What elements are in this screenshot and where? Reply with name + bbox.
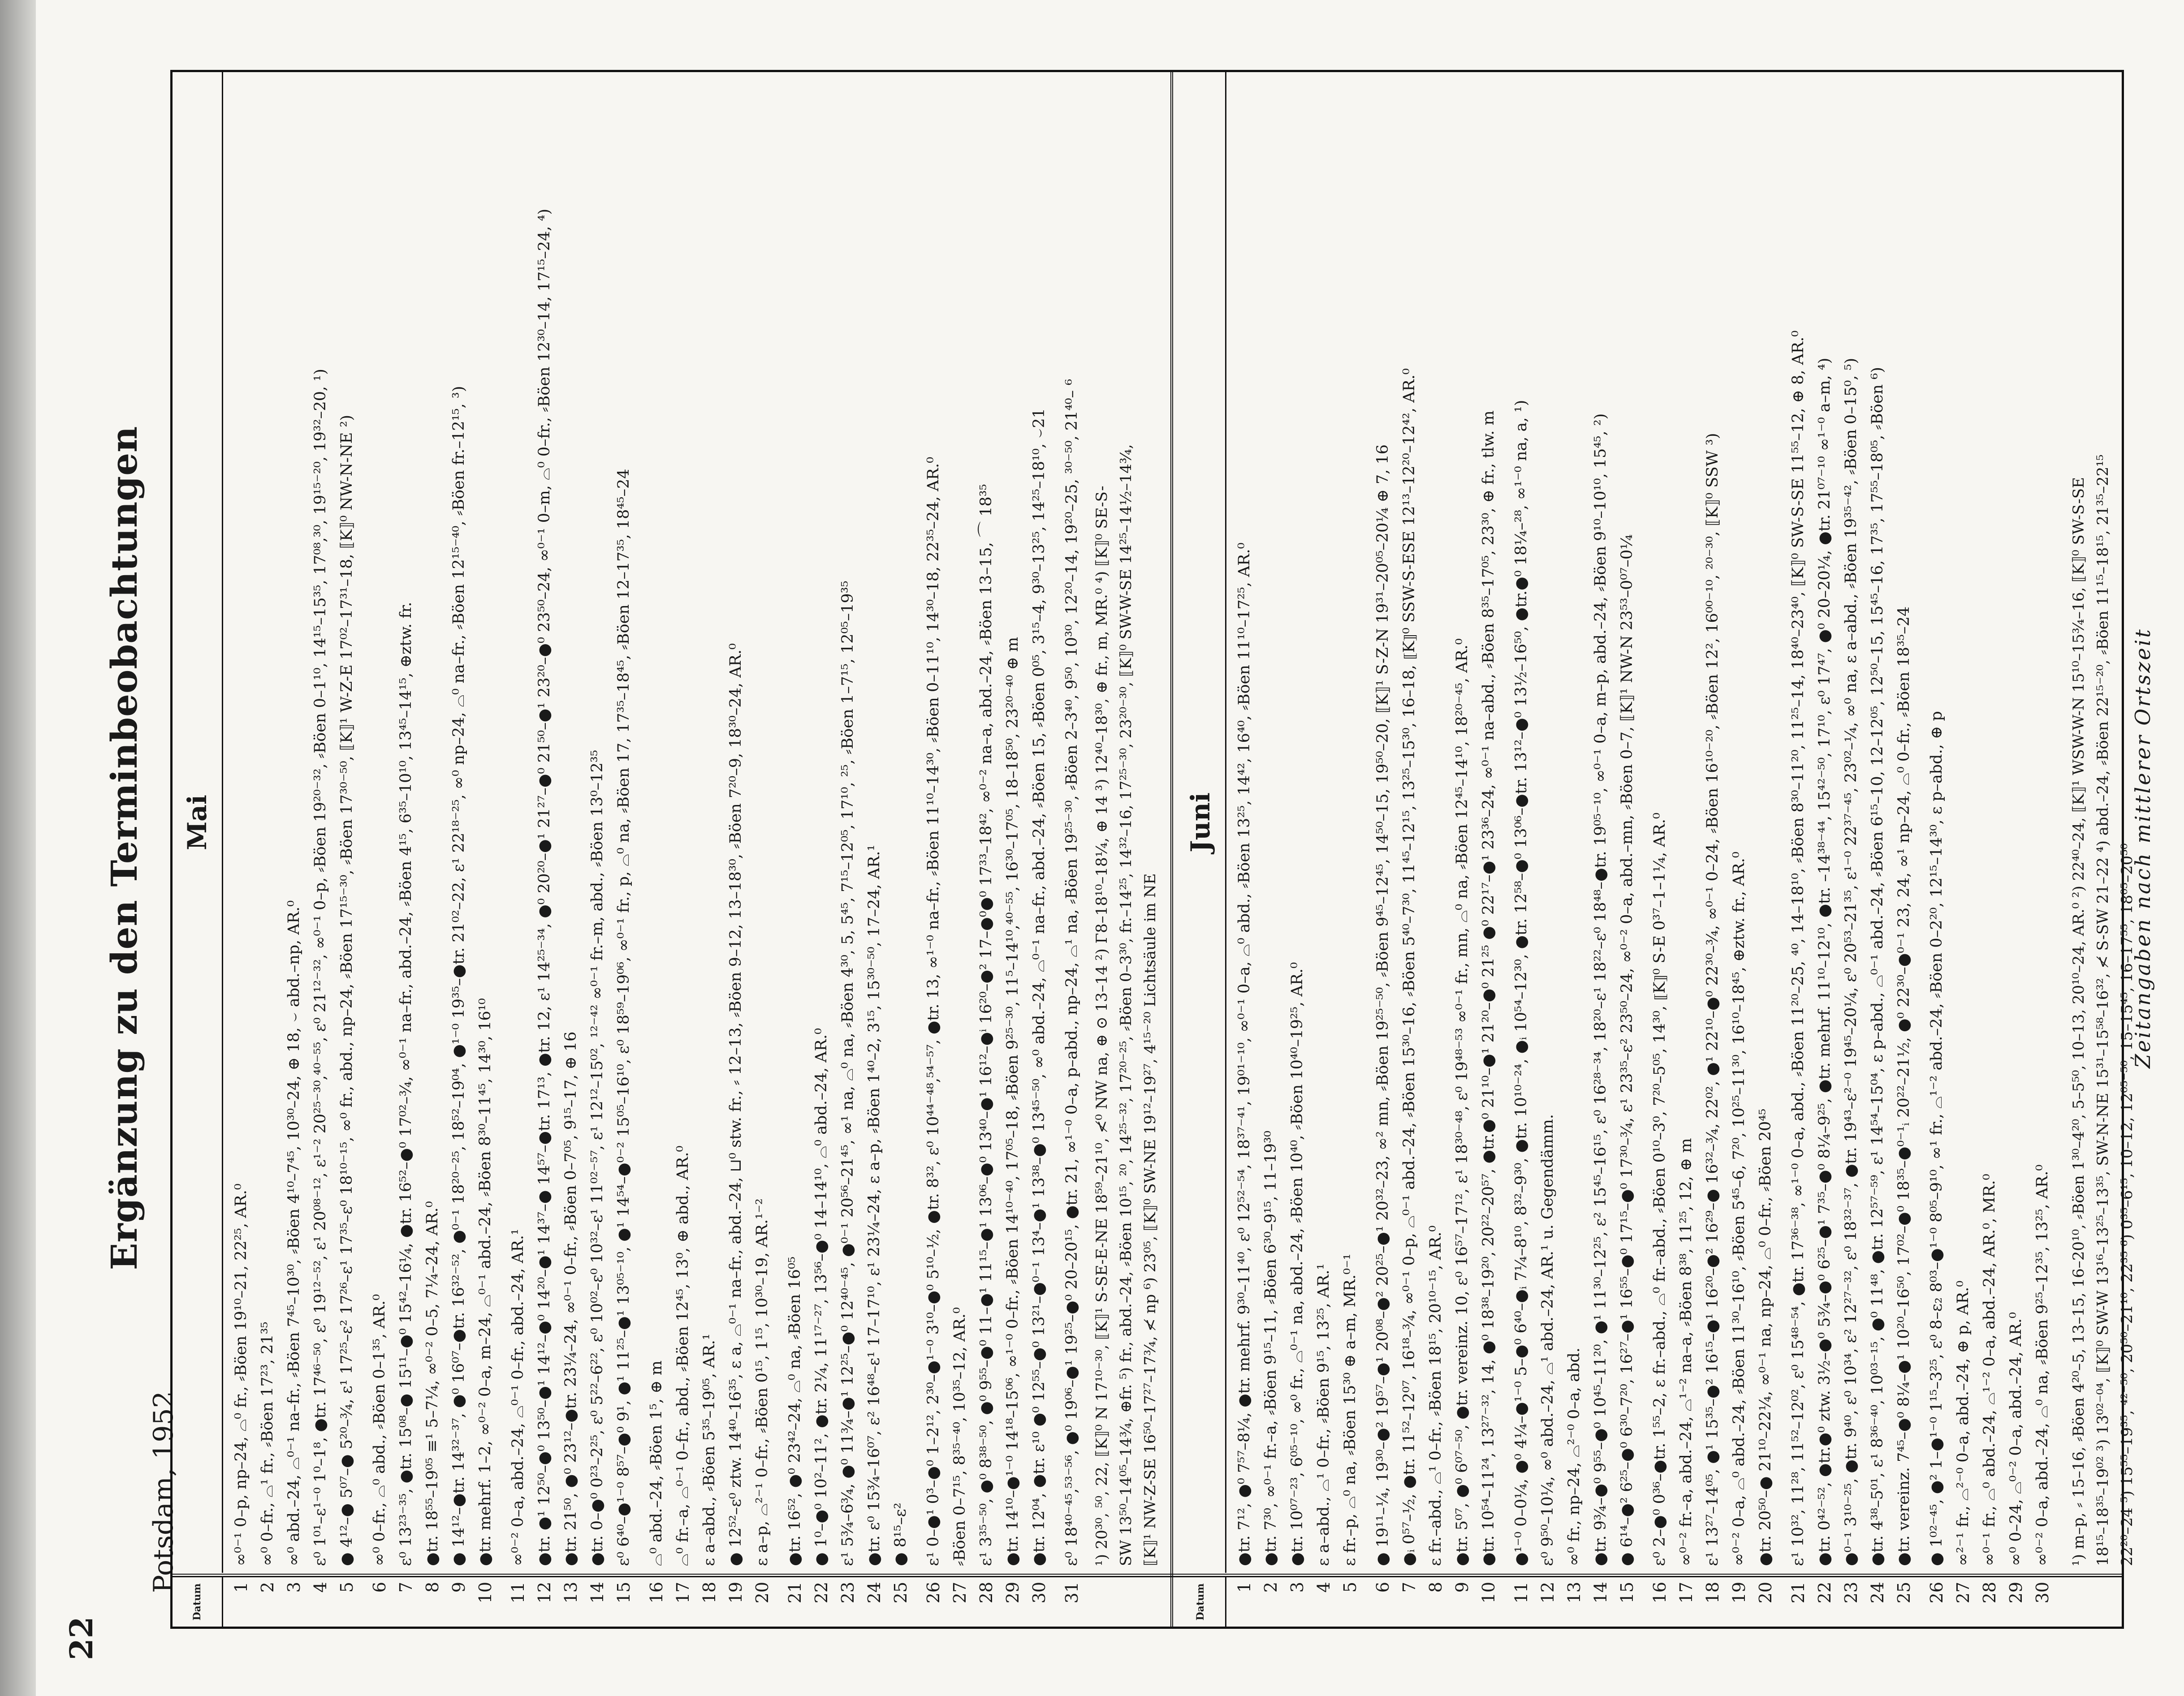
day-number: 10	[1479, 1582, 1498, 1604]
table-row	[920, 72, 947, 1627]
observation-text: ●tr. 7³⁰, ∞⁰⁻¹ fr.–a, ⸗Böen 9¹⁵–11, ⸗Böen 6³⁰–9¹⁵, 11–19³⁰	[1262, 1130, 1280, 1566]
observation-text: ɛ a–p, ⌓²⁻¹ 0–fr., ⸗Böen 0¹⁵, 1¹⁵, 10³⁰–19, AR.¹⁻²	[753, 1198, 771, 1566]
observation-text: ●tr. 18⁵⁵–19⁰⁵ ≡¹ 5–7¼, ∞⁰⁻² 0–5, 7¼–24, AR.⁰	[423, 1201, 441, 1566]
day-number: 29	[2006, 1582, 2026, 1604]
observation-text: ●tr. 7¹², ●⁰ 7⁵⁷–8¼, ●tr. mehrf. 9³⁰–11⁴⁰, ɛ⁰ 12⁵²⁻⁵⁴, 18³⁷⁻⁴¹, 19⁰¹⁻¹⁰, ∞⁰⁻¹ 0–a, ⌓⁰ abd., ⸗Böen 13²⁵, 14⁴², 16⁴⁰, ⸗Böen 11¹⁰–17²⁵, AR.⁰	[1235, 542, 1253, 1566]
table-row	[973, 72, 1000, 1627]
observation-text: ⸗Böen 0–7¹⁵, 8³⁵⁻⁴⁰, 10³⁵–12, AR.⁰	[951, 1307, 969, 1566]
day-number: 12	[535, 1582, 554, 1604]
observation-text: ɛ fr.–abd., ⌓¹ 0–fr., ⸗Böen 18¹⁵, 20¹⁰⁻¹⁵, AR.⁰	[1427, 1225, 1445, 1566]
month-heading: Juni	[1176, 72, 1226, 1573]
table-row	[1370, 72, 1396, 1627]
observation-text: ●tr. 0⁴²⁻⁵², ●tr.●⁰ ztw. 3½–●⁰ 5¾–●⁰ 6²⁵–●¹ 7³⁵–●⁰ 8¼–9²⁵, ●tr. mehrf. 11¹⁰–12¹⁰, ●tr. –14³⁸⁻⁴⁴, 15⁴²⁻⁵⁰, 17¹⁰, ɛ⁰ 17⁴⁷, ●⁰ 20–20¼, ●tr. 21⁰⁷⁻¹⁰ ∞¹⁻⁰ a–m, ⁴)	[1816, 357, 1834, 1566]
observation-text: ●tr. 4³⁸–5⁰¹, ɛ¹ 8³⁶⁻⁴⁰, 10⁰³⁻¹⁵, ●⁰ 11⁴⁸, ●tr. 12⁵⁷⁻⁵⁹, ɛ¹ 14⁵⁴–15⁰⁴, ɛ p–abd., ⌓⁰⁻¹ abd.–24, ⸗Böen 6¹⁵–10, 12–12⁰⁵, 12⁵⁰–15, 15⁴⁵–16, 17³⁵, 17⁵⁵–18⁰⁵, ⸗Böen ⁶)	[1869, 367, 1886, 1566]
day-number: 22	[1815, 1582, 1834, 1604]
day-number: 26	[1927, 1582, 1947, 1604]
observation-text: ● 14¹²–●tr. 14³²⁻³⁷, ●⁰ 16⁰⁷–●tr. 16³²⁻⁵², ●⁰⁻¹ 18²⁰⁻²⁵, 18⁵²–19⁰⁴, ●¹⁻⁰ 19³⁵–●tr. 21⁰²–22, ɛ¹ 22¹⁸⁻²⁵, ∞⁰ np–24, ⌓⁰ na–fr., ⸗Böen 12¹⁵⁻⁴⁰, ⸗Böen fr.–12¹⁵, ³)	[450, 386, 468, 1566]
observation-text: ∞⁰ 0–fr., ⌓⁰ abd., ⸗Böen 0–1³⁵, AR.⁰	[371, 1294, 388, 1566]
observation-text: ∞⁰⁻² fr.–a, abd.–24, ⌓¹⁻² na–a, ⸗Böen 8³⁸, 11²⁵, 12, ⊕ m	[1677, 1138, 1695, 1566]
table-row	[1508, 72, 1535, 1627]
observation-text: ɛ a–abd., ⌓¹ 0–fr., ⸗Böen 9¹⁵, 13²⁵, AR.¹	[1315, 1263, 1333, 1566]
day-number: 31	[1062, 1582, 1082, 1604]
table-row	[307, 72, 334, 1627]
day-number: 23	[838, 1582, 858, 1604]
observation-text: ●tr. mehrf. 1–2, ∞⁰⁻² 0–a, m–24, ⌓⁰⁻¹ abd.–24, ⸗Böen 8³⁰–11⁴⁵, 14³⁰, 16¹⁰	[476, 998, 494, 1566]
day-number: 15	[1617, 1582, 1637, 1604]
table-row	[1647, 72, 1673, 1627]
table-row	[1838, 72, 1865, 1627]
observation-text: ∞⁰⁻² 0–a, ⌓⁰ abd.–24, ⸗Böen 11³⁰–16¹⁰, ⸗Böen 5⁴⁵–6, 7²⁰, 10²⁵–11³⁰, 16¹⁰–18⁴⁵, ⊕ztw. fr., AR.⁰	[1730, 852, 1748, 1566]
day-number: 5	[1340, 1582, 1360, 1593]
table-row	[584, 72, 611, 1627]
scan-edge	[0, 0, 36, 1696]
observation-text: ɛ¹ 3³⁵⁻⁵⁰, ●⁰ 8³⁸⁻⁵⁰, ●⁰ 9⁵⁵–●⁰ 11–●¹ 11¹⁵–●¹ 13⁰⁶–●⁰ 13⁴⁰–●¹ 16¹²–●ⁱ 16²⁰–●² 17–●⁰●⁰ 17³³–18⁴², ∞⁰⁻² na–a, abd.–24, ⸗Böen 13–15, ⌒ 18³⁵	[977, 484, 995, 1566]
table-row	[670, 72, 696, 1627]
observation-text: ● 1⁰²⁻⁴⁵, ●² 1–●¹⁻⁰ 1¹⁵–3²⁵, ɛ⁰ 8–ɛ₂ 8⁰³–●¹⁻⁰ 8⁰⁵–9¹⁰, ∞¹ fr., ⌓¹⁻² abd.–24, ⸗Böen 0–2²⁰, 12¹⁵–14³⁰, ɛ p–abd., ⊕ p	[1928, 711, 1946, 1566]
table-row	[1423, 72, 1449, 1627]
day-number: 16	[1650, 1582, 1670, 1604]
day-number: 22	[811, 1582, 831, 1604]
day-number: 29	[1003, 1582, 1023, 1604]
table-row	[1588, 72, 1614, 1627]
table-row	[1865, 72, 1891, 1627]
observation-text: ɛ¹ 5¾–6¾, ●⁰ 11¾–●¹ 12²⁵–●⁰ 12⁴⁰⁻⁴⁵, ●⁰⁻¹ 20⁵⁶–21⁴⁵, ∞¹ na, ⌓⁰ na, ⸗Böen 4³⁰, 5, 5⁴⁵, 7¹⁵–12⁰⁵, 17¹⁰, ²⁵, ⸗Böen 1–7¹⁵, 12⁰⁵–19³⁵	[839, 581, 857, 1566]
table-row	[808, 72, 835, 1627]
observation-text: ● 12⁵²–ɛ⁰ ztw. 14⁴⁰–16³⁵, ɛ a, ⌓⁰⁻¹ na–fr., abd.–24, ⊔⁰ stw. fr., ⸗ 12–13, ⸗Böen 9–12, 13–18³⁰, ⸗Böen 7²⁰–9, 18³⁰–24, AR.⁰	[727, 643, 745, 1566]
observation-text: ●tr. 16⁵², ●⁰ 23⁴²–24, ⌓⁰ na, ⸗Böen 16⁰⁵	[786, 1256, 804, 1566]
day-number: 6	[370, 1582, 389, 1593]
table-row	[1977, 72, 2003, 1627]
time-note: Zeitangaben nach mittlerer Ortszeit	[2131, 628, 2155, 1068]
observation-text: ɛ a–abd., ⸗Böen 5³⁵–19⁰⁵, AR.¹	[700, 1334, 718, 1566]
table-row	[531, 72, 558, 1627]
table-row	[334, 72, 360, 1627]
table-row	[1231, 72, 1258, 1627]
table-row	[1449, 72, 1476, 1627]
day-number: 20	[752, 1582, 772, 1604]
observation-text: ●tr. 10⁵⁴–11²⁴, 13²⁷⁻³², 14, ●⁰ 18³⁸–19²⁰, 20²²–20⁵⁷, ●tr.●⁰ 21¹⁰–●¹ 21²⁰–●⁰ 21²⁵ ●⁰ 22¹⁷–●¹ 23³⁶–24, ∞⁰⁻¹ na–abd., ⸗Böen 8³⁵–17⁰⁵, 23³⁰, ⊕ fr., tlw. m	[1480, 410, 1498, 1566]
observation-text: ⌓⁰ fr.–a, ⌓⁰⁻¹ 0–fr., abd., ⸗Böen 12⁴⁵, 13⁰, ⊕ abd., AR.⁰	[674, 1145, 692, 1566]
table-row	[1614, 72, 1640, 1627]
observation-text: ● 19¹¹–¼, 19³⁰–●² 19⁵⁷–●¹ 20⁰⁸–●² 20²⁵–●¹ 20³²–23, ∞² mn, ⸗Böen 19²⁵⁻⁵⁰, ⸗Böen 9⁴⁵–12⁴⁵, 14⁵⁰–15, 19⁵⁰–20, ⟦K⟧¹ S-Z-N 19³¹–20⁰⁵–20¼ ⊕ 7, 16	[1374, 444, 1392, 1566]
table-row	[505, 72, 531, 1627]
day-number: 7	[396, 1582, 416, 1593]
observation-text: ɛ¹ 0–●¹ 0³–●⁰ 1–2¹², 2³⁰–●¹⁻⁰ 3¹⁰–●⁰ 5¹⁰–½, ●tr. 8³², ɛ⁰ 10⁴⁴⁻⁴⁸,⁵⁴⁻⁵⁷, ●tr. 13, ∞¹⁻⁰ na–fr., ⸗Böen 11¹⁰–14³⁰, ⸗Böen 0–11¹⁰, 14³⁰–18, 22³⁵–24, AR.⁰	[924, 456, 942, 1566]
table-row	[1000, 72, 1026, 1627]
day-number: 13	[561, 1582, 581, 1604]
observation-text: ●tr. vereinz. 7⁴⁵–●⁰ 8¼–●¹ 10²⁰–16⁵⁰, 17⁰²–●⁰ 18³⁵–●⁰⁻¹ᵢ 20²²–21½, ●⁰ 22³⁰–●⁰⁻¹ 23, 24, ∞¹ np–24, ⌓⁰ 0–fr., ⸗Böen 18³⁵–24	[1895, 606, 1913, 1566]
day-number: 28	[976, 1582, 996, 1604]
table-row	[255, 72, 281, 1627]
location-year: Potsdam, 1952	[148, 1391, 179, 1593]
observation-text: ɛ⁰ 18⁴⁰⁻⁴⁵,⁵³⁻⁵⁶, ●⁰ 19⁰⁶–●¹ 19²⁵–●⁰ 20–20¹⁵, ●tr. 21, ∞¹⁻⁰ 0–a, p–abd., np–24, ⌓¹ na, ⸗Böen 19²⁵⁻³⁰, ⸗Böen 2–3⁴⁰, 9⁵⁰, 10³⁰, 12²⁰–14, 19²⁰–25, ³⁰⁻⁵⁰, 21⁴⁰– ⁶	[1063, 379, 1081, 1566]
page-title: Ergänzung zu den Terminbeobachtungen	[103, 426, 145, 1270]
observation-text: ●tr. ɛ⁰ 15¾–16⁰⁷, ɛ² 16⁴⁸–ɛ¹ 17–17¹⁰, ɛ¹ 23¼–24, ɛ a–p, ⸗Böen 1⁴⁰–2, 3¹⁵, 15³⁰⁻⁵⁰, 17–24, AR.¹	[865, 844, 883, 1566]
table-row	[723, 72, 749, 1627]
observation-text: ●tr. 20⁵⁰–● 21¹⁰–22¼, ∞⁰⁻¹ na, np–24, ⌓⁰ 0–fr., ⸗Böen 20⁴⁵	[1757, 1108, 1774, 1566]
month-heading: Mai	[173, 72, 223, 1573]
observation-table	[170, 70, 2136, 1629]
datum-header: Datum	[173, 1577, 223, 1627]
footnote-line: ⟦K⟧¹ NW-Z-SE 16⁵⁰–17²⁷–17¾, ≮ np ⁶) 23⁰⁵, ⟦K⟧⁰ SW-NE 19¹²–19²⁷, 4¹⁵⁻²⁰ Lichtsäule im NE	[1141, 873, 1159, 1566]
day-number: 19	[726, 1582, 746, 1604]
day-number: 23	[1841, 1582, 1861, 1604]
day-number: 30	[1029, 1582, 1049, 1604]
observation-text: ●¹⁻⁰ 0–0¼, ●⁰ 4¼–●¹⁻⁰ 5–●⁰ 6⁴⁰–●ᵢ 7¼–8¹⁰, 8³²–9³⁰, ●tr. 10¹⁰⁻²⁴, ●ᵢ 10⁵⁴–12³⁰, ●tr. 12⁵⁸–●⁰ 13⁰⁶–●tr. 13¹²–●⁰ 13½–16⁵⁰, ●tr.●⁰ 18¼–²⁸, ∞¹⁻⁰ na, a, ¹)	[1512, 400, 1530, 1566]
observation-text: ɛ⁰ 1⁰¹–ɛ¹⁻⁰ 1⁰–1⁸, ●tr. 17⁴⁶⁻⁵⁰, ɛ⁰ 19¹²⁻⁵², ɛ¹ 20⁰⁸⁻¹², ɛ¹⁻² 20²⁵⁻³⁰,⁴⁰⁻⁵⁵, ɛ⁰ 21¹²⁻³², ∞⁰⁻¹ 0–p, ⸗Böen 19²⁰⁻³², ⸗Böen 0–1¹⁰, 14¹⁵–15³⁵, 17⁰⁸,³⁰, 19¹⁵⁻²⁰, 19³²–20, ¹)	[311, 369, 329, 1566]
observation-text: ⌓⁰ abd.–24, ⸗Böen 1⁵, ⊕ m	[647, 1360, 665, 1566]
day-number: 15	[614, 1582, 634, 1604]
day-number: 19	[1729, 1582, 1749, 1604]
observation-text: ●ᵢ 0⁵⁷–½, ●tr. 11⁵²–12⁰⁷, 16¹⁸–¾, ∞⁰⁻¹ 0–p, ⌓⁰⁻¹ abd.–24, ⸗Böen 15³⁰–16, ⸗Böen 5⁴⁰–7³⁰, 11⁴⁵–12¹⁵, 13²⁵–15³⁰, 16–18, ⟦K⟧⁰ SSW-S-ESE 12¹³–12²⁰–12⁴², AR.⁰	[1400, 368, 1418, 1566]
table-row	[696, 72, 723, 1627]
table-row	[1812, 72, 1838, 1627]
observation-text: ●tr. 14¹⁰–●¹⁻⁰ 14¹⁸–15⁰⁶, ∞¹⁻⁰ 0–fr., ⸗Böen 14¹⁰⁻⁴⁰, 17⁰⁵–18, ⸗Böen 9²⁵⁻³⁰, 11⁵–14¹⁰,⁴⁰⁻⁵⁵, 16³⁰–17⁰⁵, 18–18⁵⁰, 23²⁰⁻⁴⁰ ⊕ m	[1004, 637, 1022, 1566]
observation-text: ɛ⁰ 9⁵⁰–10¼, ∞⁰ abd.–24, ⌓¹ abd.–24, AR.¹ u. Gegendämm.	[1539, 1114, 1557, 1566]
day-number: 6	[1373, 1582, 1393, 1593]
table-row	[1924, 72, 1950, 1627]
table-row	[281, 72, 307, 1627]
observation-text: ●tr. 0–●⁰ 0²³–2²⁵, ɛ⁰ 5²²–6²², ɛ⁰ 10⁰²–ɛ⁰ 10³²–ɛ¹ 11⁰²⁻⁵⁷, ɛ¹ 12¹²–15⁰², ¹²⁻⁴² ∞⁰⁻¹ fr.–m, abd., ⸗Böen 13⁰–12³⁵	[588, 750, 606, 1566]
footnote-line: 22²⁰–24 ⁵) 15⁵⁵–19³⁵, ⁴²⁻⁵⁰, 20⁵⁰–21¹⁰, 22³⁵ ⁶) 0³⁵–6¹⁵, 10–12, 12⁰⁵⁻⁵⁰, 15–15⁴⁵, 16–17⁵⁵, 18⁰⁵–20⁵⁰	[2118, 843, 2136, 1566]
observation-text: ●⁰⁻¹ 3¹⁰⁻²⁵, ●tr. 9⁴⁰, ɛ⁰ 10³⁴, ɛ² 12²⁷⁻³², ɛ⁰ 18³²⁻³⁷, ●tr. 19⁴³–ɛ²⁻⁰ 19⁴⁵–20¼, ɛ⁰ 20⁵³–21³⁵, ɛ¹⁻⁰ 22³⁷⁻⁴⁵, 23⁰²–¼, ∞⁰ na, ɛ a–abd., ⸗Böen 19³⁵⁻⁴², ⸗Böen 0–15⁰, ⁵)	[1842, 357, 1860, 1566]
observation-text: ● 1⁰–●⁰ 10²–11², ●tr. 2¼, 11¹⁷⁻²⁷, 13⁵⁶–●⁰ 14–14¹⁰, ⌓⁰ abd.–24, AR.⁰	[812, 1028, 830, 1566]
day-number: 11	[1511, 1582, 1531, 1604]
day-number: 12	[1538, 1582, 1558, 1604]
observation-text: ɛ¹ 13²⁷–14⁰⁵, ●¹ 15³⁵–●² 16¹⁵–●¹ 16²⁰–●² 16²⁹–● 16³²–¾, 22⁰², ●¹ 22¹⁰–●⁰ 22³⁰–¾, ∞⁰⁻¹ 0–24, ⸗Böen 16¹⁰⁻²⁰, ⸗Böen 12², 16⁰⁰⁻¹⁰, ²⁰⁻³⁰, ⟦K⟧⁰ SSW ³)	[1704, 433, 1722, 1566]
observation-text: ●tr. 9¾–●⁰ 9⁵⁵–●⁰ 10⁴⁵–11²⁰, ●¹ 11³⁰–12²⁵, ɛ² 15⁴⁵–16¹⁵, ɛ⁰ 16²⁸⁻³⁴, 18²⁰–ɛ¹ 18²²–ɛ⁰ 18⁴⁸–●tr. 19⁰⁵⁻¹⁰, ∞⁰⁻¹ 0–a, m–p, abd.–24, ⸗Böen 9¹⁰–10¹⁰, 15⁴⁵, ²)	[1592, 413, 1610, 1566]
table-row	[1785, 72, 1812, 1627]
observation-text: ∞⁰⁻² 0–a, abd.–24, ⌓⁰ na, ⸗Böen 9²⁵–12³⁵, 13²⁵, AR.⁰	[2033, 1164, 2051, 1566]
observation-text: ● 8¹⁵–ɛ²	[892, 1502, 910, 1566]
day-number: 24	[1868, 1582, 1887, 1604]
observation-text: ●tr. ●¹ 12⁵⁰–●⁰ 13⁵⁰–●¹ 14¹²–●⁰ 14²⁰–●¹ 14³⁷–● 14⁵⁷–●tr. 17¹³, ●tr. 12, ɛ¹ 14²⁵⁻³⁴, ●⁰ 20²⁰–●¹ 21²⁷–●⁰ 21⁵⁰–●¹ 23²⁰–●⁰ 23⁵⁰–24, ∞⁰⁻¹ 0–m, ⌓⁰ 0–fr., ⸗Böen 12³⁰–14, 17¹⁵–24, ⁴)	[535, 208, 553, 1566]
day-number: 30	[2033, 1582, 2052, 1604]
table-row	[1337, 72, 1364, 1627]
observation-text: ɛ⁰ 13²³⁻³⁵, ●tr. 15⁰⁸–● 15¹¹–●⁰ 15⁴²–16¼, ●tr. 16⁵²–●⁰ 17⁰²–¾, ∞⁰⁻¹ na–fr., abd.–24, ⸗Böen 4¹⁵, 6³⁵–10¹⁰, 13⁴⁵–14¹⁵, ⊕ztw. fr.	[397, 602, 415, 1566]
day-number: 28	[1980, 1582, 1999, 1604]
observation-text: ●tr. 10⁰⁷⁻²³, 6⁰⁵⁻¹⁰, ∞⁰ fr., ⌓⁰⁻¹ na, abd.–24, ⸗Böen 10⁴⁰, ⸗Böen 10⁴⁰–19²⁵, AR.⁰	[1288, 962, 1306, 1566]
observation-text: ● 6¹⁴–●² 6²⁵–●⁰ 6³⁰–7²⁰, 16²⁷–●¹ 16⁵⁵–●⁰ 17¹⁵–●⁰ 17³⁰–¾, ɛ¹ 23³⁵–ɛ² 23⁵⁰–24, ∞⁰⁻² 0–a, abd.–mn, ⸗Böen 0–7, ⟦K⟧¹ NW-N 23⁵³–0⁰⁷–0¼	[1618, 534, 1636, 1566]
table-row	[1752, 72, 1779, 1627]
footnote-line: ¹) 20³⁰, ⁵⁰, 22, ⟦K⟧⁰ N 17¹⁰⁻³⁰, ⟦K⟧¹ S-SE-E-NE 18⁵⁹–21¹⁰, ≮⁰ NW na, ⊕ ⊙ 13–14 ²) Γ8–18¹⁰–18¼, ⊕ 14 ³) 12⁴⁰–18³⁰, ⊕ fr., m, MR.⁰ ⁴) ⟦K⟧⁰ SE-S-	[1093, 486, 1111, 1566]
observation-text: ●tr. 12⁰⁴, ●tr. ɛ¹⁰ ●⁰ 12⁵⁵–●⁰ 13²¹–●⁰⁻¹ 13⁴–●¹ 13³⁸–●⁰ 13⁴⁵⁻⁵⁰, ∞⁰ abd.–24, ⌓⁰⁻¹ na–fr., abd.–24, ⸗Böen 15, ⸗Böen 0⁰⁵, 3¹⁵–4, 9³⁰–13²⁵, 14²⁵–18¹⁰, ⌣21	[1030, 408, 1048, 1566]
table-row	[643, 72, 670, 1627]
day-number: 11	[508, 1582, 528, 1604]
page-number: 22	[63, 1616, 100, 1660]
day-number: 14	[587, 1582, 607, 1604]
day-number: 2	[258, 1582, 277, 1593]
day-number: 5	[337, 1582, 357, 1593]
observation-text: ∞⁰ 0–24, ⌓⁰⁻² 0–a, abd.–24, AR.⁰	[2007, 1312, 2025, 1566]
observation-text: ɛ¹ 10³², 11²⁸, 11⁵²–12⁰², ɛ⁰ 15⁴⁸⁻⁵⁴, ●tr. 17³⁶⁻³⁸, ∞¹⁻⁰ 0–a, abd., ⸗Böen 11²⁰–25, ⁴⁰, 14–18¹⁰, ⸗Böen 8³⁰–11²⁰, 11²⁵–14, 18⁴⁰–23⁴⁰, ⟦K⟧⁰ SW-S-SE 11⁵⁵–12, ⊕ 8, AR.⁰	[1789, 330, 1807, 1566]
day-number: 9	[1452, 1582, 1472, 1593]
observation-text: ɛ fr.–p, ⌓⁰ na, ⸗Böen 15³⁰ ⊕ a–m, MR.⁰⁻¹	[1341, 1253, 1359, 1566]
day-number: 1	[1234, 1582, 1254, 1593]
table-row	[1026, 72, 1053, 1627]
observation-text: ● 4¹²–● 5⁰⁷–● 5²⁰–¾, ɛ¹ 17²⁵–ɛ² 17²⁶–ɛ¹ 17³⁵–ɛ⁰ 18¹⁰⁻¹⁵, ∞⁰ fr., abd., np–24, ⸗Böen 17¹⁵⁻³⁰, ⸗Böen 17³⁰⁻⁵⁰, ⟦K⟧¹ W-Z-E 17⁰²–17³¹–18, ⟦K⟧⁰ NW-N-NE ²)	[338, 414, 356, 1566]
day-number: 27	[950, 1582, 970, 1604]
table-row	[558, 72, 584, 1627]
day-number: 20	[1756, 1582, 1775, 1604]
table-row	[947, 72, 973, 1627]
table-row	[749, 72, 776, 1627]
observation-text: ∞⁰⁻² 0–a, abd.–24, ⌓⁰⁻¹ 0–fr., abd.–24, AR.¹	[509, 1229, 527, 1566]
table-row	[367, 72, 393, 1627]
section-separator	[1170, 72, 1173, 1627]
day-number: 24	[864, 1582, 884, 1604]
table-row	[2003, 72, 2029, 1627]
day-number: 1	[231, 1582, 251, 1593]
day-number: 27	[1953, 1582, 1973, 1604]
table-row	[1258, 72, 1284, 1627]
table-row	[782, 72, 808, 1627]
day-number: 4	[1314, 1582, 1334, 1593]
table-row	[1396, 72, 1423, 1627]
day-number: 17	[673, 1582, 693, 1604]
table-row	[1284, 72, 1311, 1627]
day-number: 16	[647, 1582, 666, 1604]
day-number: 9	[449, 1582, 469, 1593]
day-number: 4	[311, 1582, 330, 1593]
day-number: 14	[1591, 1582, 1610, 1604]
table-row	[835, 72, 861, 1627]
table-row	[888, 72, 914, 1627]
day-number: 25	[891, 1582, 911, 1604]
observation-text: ɛ⁰ 2–●⁰ 0³⁶–●tr. 1⁵⁵–2, ɛ fr.–abd., ⌓⁰ fr.–abd., ⸗Böen 0¹⁰–3⁰, 7²⁰–5⁰⁵, 14³⁰, ⟦K⟧⁰ S-E 0³⁷–1–1¼, AR.⁰	[1651, 812, 1669, 1566]
observation-text: ɛ⁰ 6⁴⁰–●¹⁻⁰ 8⁵⁷–●⁰ 9¹, ●¹ 11²⁵–●¹ 13⁰⁵⁻¹⁰, ●¹ 14⁵⁴–●⁰⁻² 15⁰⁵–16¹⁰, ɛ⁰ 18⁵⁹–19⁰⁶, ∞⁰⁻¹ fr., p, ⌓⁰ na, ⸗Böen 17, 17³⁵–18⁴⁵, ⸗Böen 12–17³⁵, 18⁴⁵–24	[615, 469, 633, 1566]
day-number: 21	[1788, 1582, 1808, 1604]
table-row	[1726, 72, 1752, 1627]
datum-header: Datum	[1176, 1577, 1226, 1627]
table-row	[861, 72, 888, 1627]
observation-text: ●tr. 5⁰⁷, ●⁰ 6⁰⁷⁻⁵⁰, ●tr. vereinz. 10, ɛ⁰ 16⁵⁷–17¹², ɛ¹ 18³⁰⁻⁴⁸, ɛ⁰ 19⁴⁸⁻⁵³ ∞⁰⁻¹ fr., mn, ⌓⁰ na, ⸗Böen 12⁴⁵–14¹⁰, 18²⁰⁻⁴⁵, AR.⁰	[1453, 638, 1471, 1566]
day-number: 17	[1676, 1582, 1696, 1604]
table-row	[1059, 72, 1085, 1627]
day-number: 26	[924, 1582, 943, 1604]
observation-text: ∞²⁻¹ fr., ⌓²⁻⁰ 0–a, abd.–24, ⊕ p, AR.⁰	[1954, 1280, 1972, 1566]
table-row	[1700, 72, 1726, 1627]
day-number: 8	[423, 1582, 442, 1593]
day-number: 18	[1703, 1582, 1722, 1604]
observation-text: ∞⁰ abd.–24, ⌓⁰⁻¹ na–fr., ⸗Böen 7⁴⁵–10³⁰, ⸗Böen 4¹⁰–7⁴⁵, 10³⁰–24, ⊕ 18, ⌣ abd.–np, AR.⁰	[285, 900, 303, 1566]
day-number: 13	[1564, 1582, 1584, 1604]
day-number: 7	[1399, 1582, 1419, 1593]
table-row	[1891, 72, 1917, 1627]
observation-text: ∞⁰ fr., np–24, ⌓²⁻⁰ 0–a, abd.	[1565, 1347, 1583, 1566]
day-number: 25	[1894, 1582, 1914, 1604]
table-row	[228, 72, 255, 1627]
footnote-line: SW 13⁵⁰–14⁰⁵–14¾, ⊕fr. ⁵) fr., abd.–24, ⸗Böen 10¹⁵, ²⁰, 14²⁵⁻³², 17²⁰⁻²⁵, ⸗Böen 0–3³⁰, fr.–14²⁵, 14³²–16, 17²⁵⁻³⁰, 23²⁰⁻³⁰, ⟦K⟧⁰ SW-W-SE 14²⁵–14½–14¾,	[1117, 444, 1135, 1566]
table-row	[472, 72, 499, 1627]
footnote-line: ¹) m–p, ⸗ 15–16, ⸗Böen 4²⁰–5, 13–15, 16–20¹⁰, ⸗Böen 1³⁰–4²⁰, 5–5⁵⁰, 10–13, 20¹⁰–24, AR.⁰ ²) 22⁴⁰–24, ⟦K⟧¹ WSW-W-N 15¹⁰–15¾–16, ⟦K⟧⁰ SW-S-SE	[2070, 477, 2088, 1566]
day-number: 21	[785, 1582, 805, 1604]
footnote-line: 18¹⁵–18³⁵–19⁰² ³) 13⁰²⁻⁰⁴, ⟦K⟧⁰ SW-W 13¹⁶–13²⁵–13³⁵, SW-N-NE 15³¹–15⁵⁸–16³², ≮ S-SW 21–22 ⁴) abd.–24, ⸗Böen 22¹⁵⁻²⁰, ⸗Böen 11¹⁵–18¹⁵, 21³⁵–22¹⁵	[2094, 454, 2112, 1566]
observation-text: ●tr. 21⁵⁰, ●⁰ 23¹²–●tr. 23¼–24, ∞⁰⁻¹ 0–fr., ⸗Böen 0–7⁰⁵, 9¹⁵–17, ⊕ 16	[562, 1031, 580, 1566]
observation-text: ∞⁰⁻¹ fr., ⌓⁰ abd.–24, ⌓¹⁻² 0–a, abd.–24, AR.⁰, MR.⁰	[1981, 1174, 1998, 1566]
day-number: 18	[699, 1582, 719, 1604]
table-row	[1311, 72, 1337, 1627]
observation-text: ∞⁰⁻¹ 0–p, np–24, ⌓⁰ fr., ⸗Böen 19¹⁰–21, 22²⁵, AR.⁰	[232, 1184, 250, 1566]
day-number: 3	[284, 1582, 304, 1593]
table-row	[419, 72, 446, 1627]
day-number: 2	[1261, 1582, 1281, 1593]
table-row	[611, 72, 637, 1627]
table-row	[446, 72, 472, 1627]
table-row	[2029, 72, 2056, 1627]
table-row	[1950, 72, 1977, 1627]
table-row	[1535, 72, 1561, 1627]
day-number: 3	[1287, 1582, 1307, 1593]
table-row	[393, 72, 419, 1627]
table-row	[1673, 72, 1700, 1627]
day-number: 8	[1426, 1582, 1446, 1593]
day-number: 10	[475, 1582, 495, 1604]
observation-text: ∞⁰ 0–fr., ⌓¹ fr., ⸗Böen 17²³, 21³⁵	[259, 1322, 276, 1566]
table-row	[1561, 72, 1588, 1627]
table-row	[1476, 72, 1502, 1627]
